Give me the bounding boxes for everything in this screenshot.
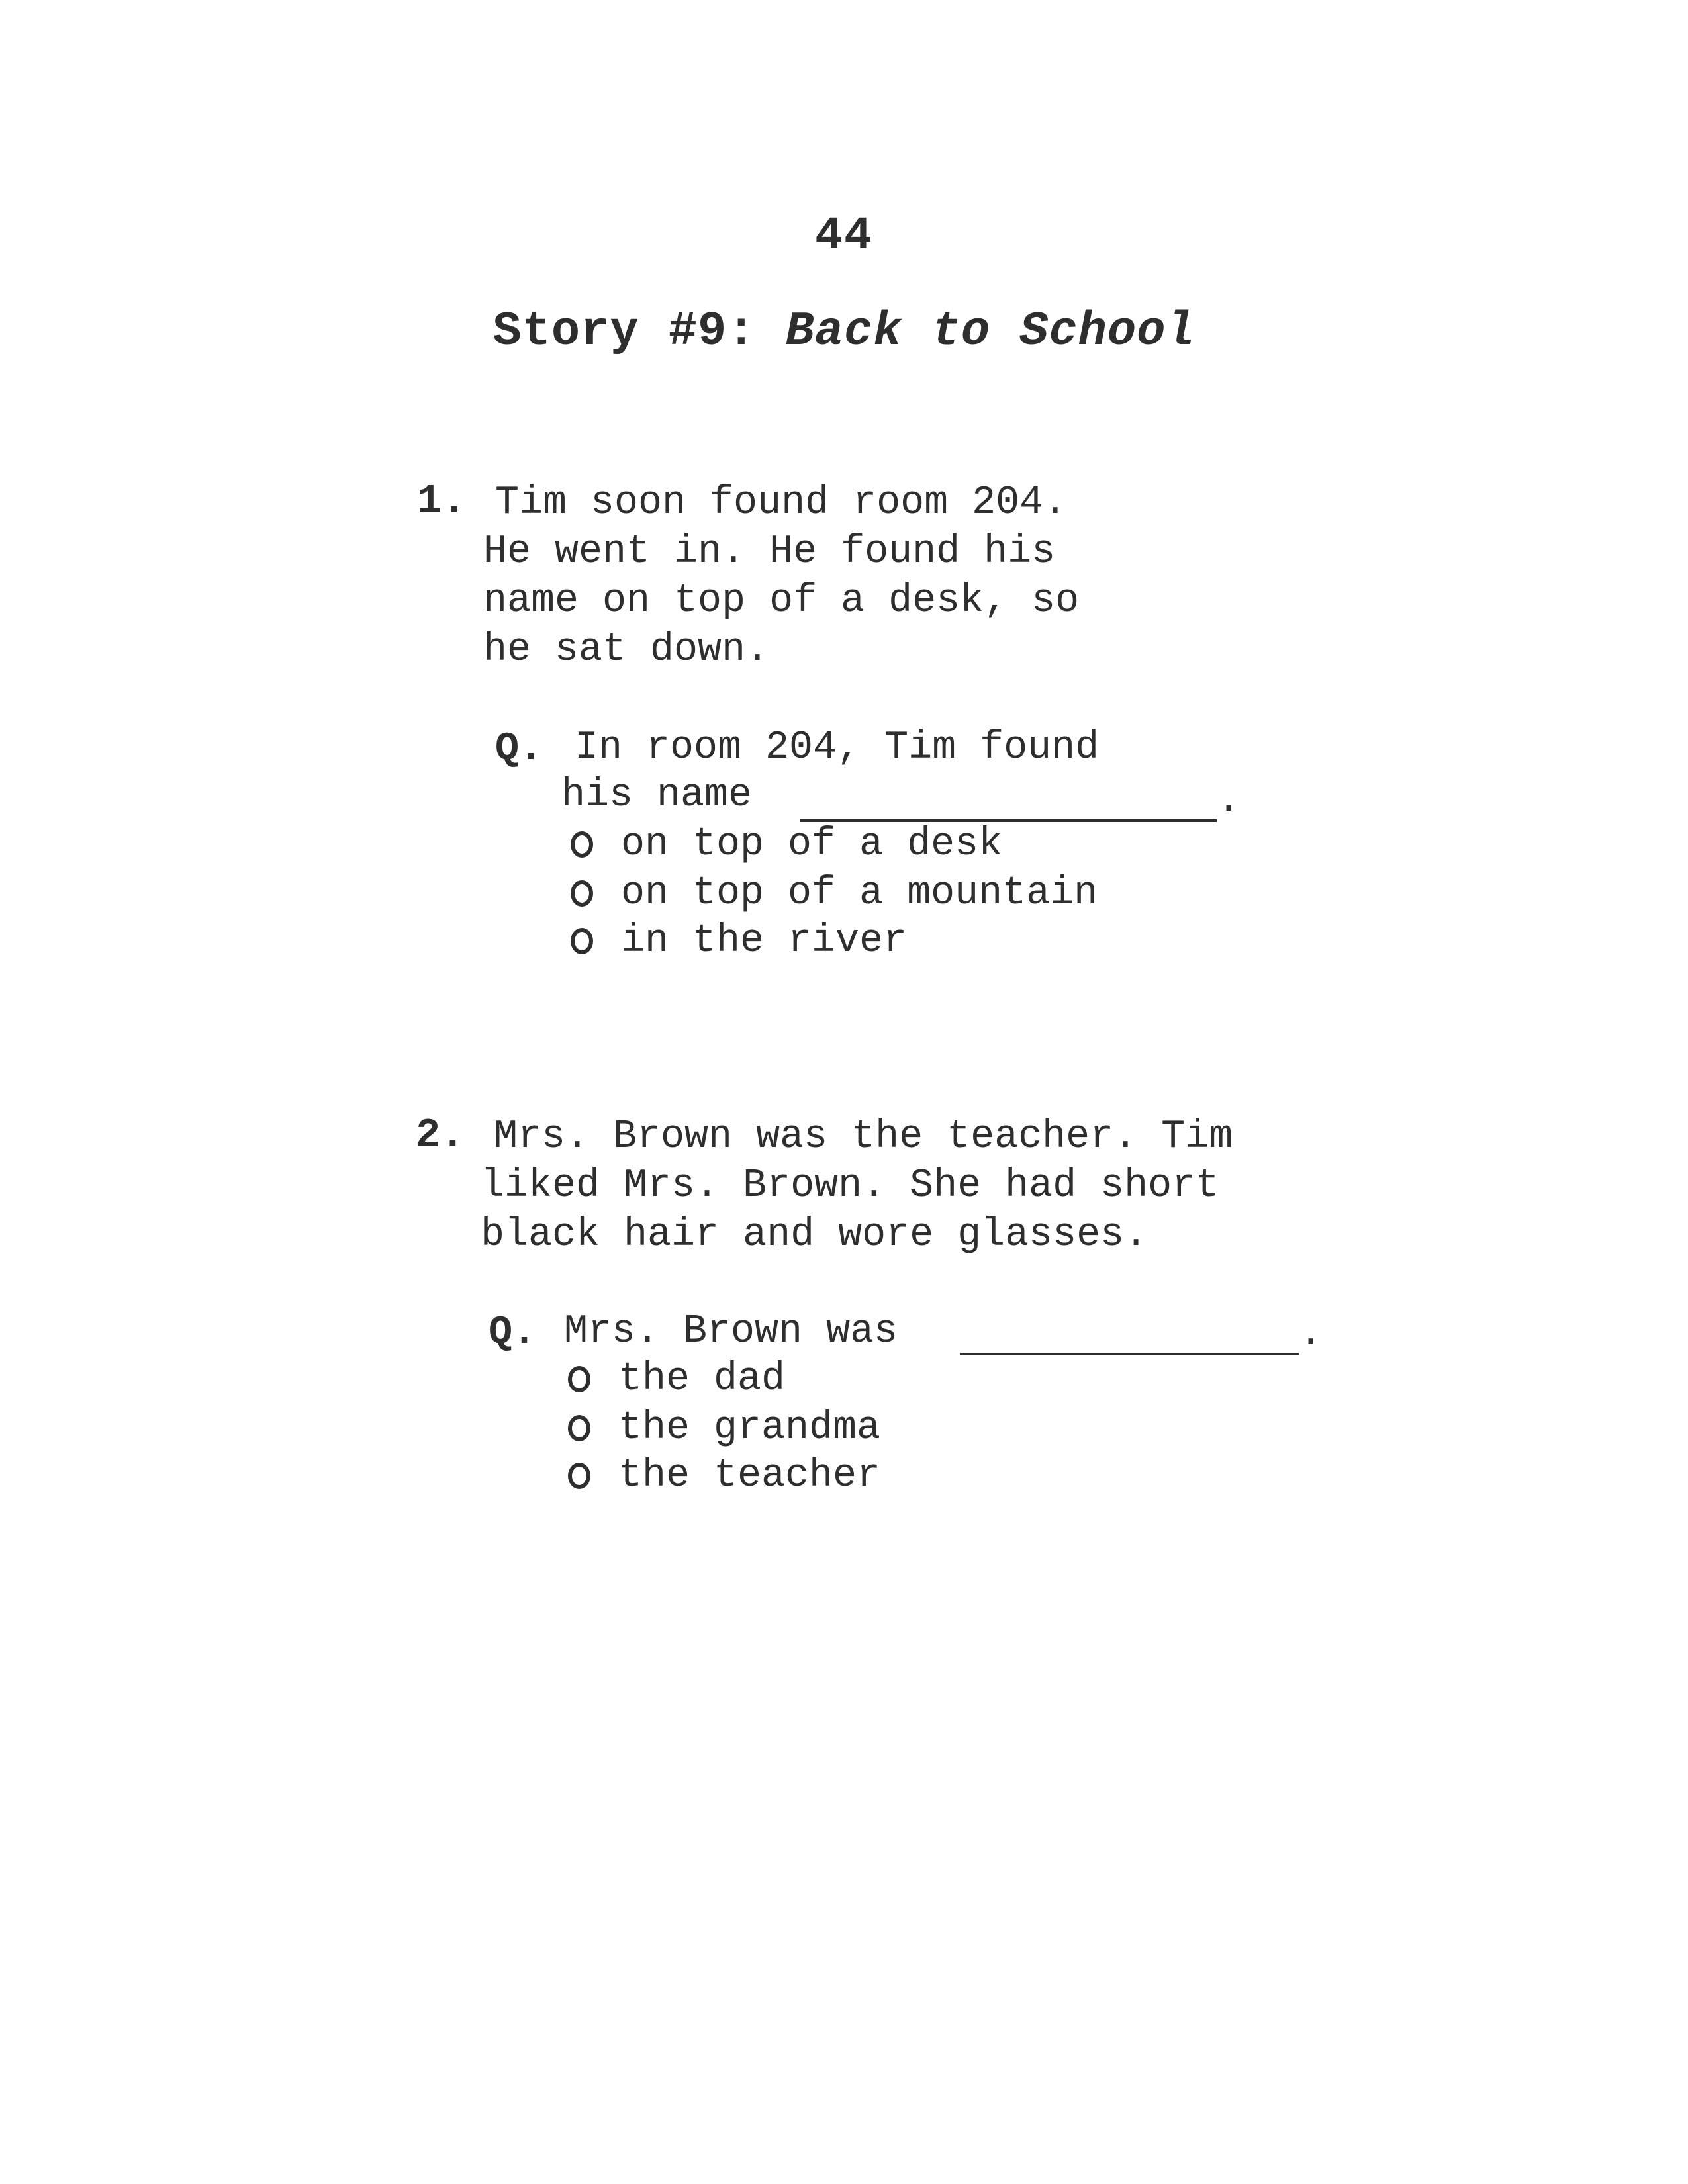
question-label: Q. (495, 727, 543, 772)
item-1-number: 1. (417, 478, 467, 525)
item-2-number: 2. (416, 1112, 465, 1159)
story-title (0, 304, 1688, 359)
question-label: Q. (489, 1310, 537, 1355)
question-line: Mrs. Brown was (564, 1309, 898, 1354)
passage-line: name on top of a desk, so (483, 578, 1080, 623)
answer-bubble[interactable] (568, 1366, 590, 1392)
option-label: the dad (618, 1357, 786, 1402)
answer-blank[interactable] (960, 1353, 1299, 1355)
answer-bubble[interactable] (568, 1463, 590, 1489)
passage-line: he sat down. (483, 627, 770, 672)
passage-line: Mrs. Brown was the teacher. Tim (494, 1115, 1233, 1160)
story-title-name: Back to School (785, 304, 1196, 359)
story-title-prefix: Story #9: (492, 304, 786, 359)
blank-period: . (1299, 1312, 1323, 1357)
passage-line: He went in. He found his (483, 529, 1056, 574)
question-line: In room 204, Tim found (575, 725, 1100, 770)
option-label: the grandma (618, 1406, 881, 1451)
answer-bubble[interactable] (568, 1415, 590, 1441)
blank-period: . (1217, 778, 1241, 823)
question-line: his name (561, 773, 753, 818)
option-label: on top of a mountain (621, 871, 1098, 916)
passage-line: liked Mrs. Brown. She had short (481, 1163, 1220, 1208)
answer-bubble[interactable] (571, 831, 593, 858)
passage-line: black hair and wore glasses. (481, 1212, 1149, 1257)
page-number: 44 (814, 210, 873, 263)
option-label: on top of a desk (621, 822, 1003, 867)
option-label: the teacher (618, 1453, 881, 1498)
option-label: in the river (621, 919, 908, 964)
answer-bubble[interactable] (571, 928, 593, 954)
answer-bubble[interactable] (571, 880, 593, 907)
passage-line: Tim soon found room 204. (495, 480, 1068, 525)
